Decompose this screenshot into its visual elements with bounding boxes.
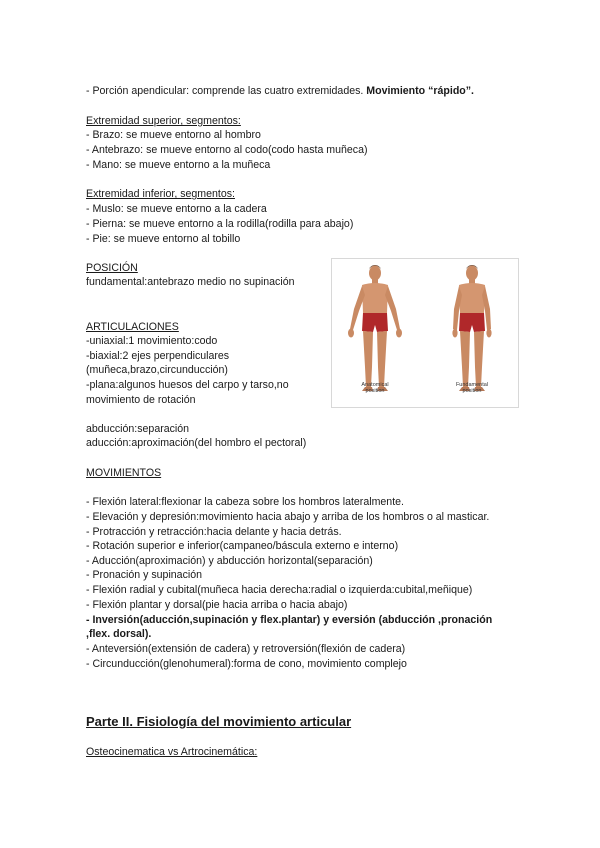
articulaciones-line: -plana:algunos huesos del carpo y tarso,no <box>86 379 289 391</box>
anatomical-figure <box>348 265 402 391</box>
inferior-item: - Pierna: se mueve entorno a la rodilla(rodilla para abajo) <box>86 218 354 230</box>
section-subtitle: Osteocinematica vs Artrocinemática: <box>86 746 258 758</box>
intro-line <box>86 84 474 98</box>
caption-line: Fundamental <box>455 382 489 388</box>
movimiento-item: - Aducción(aproximación) y abducción horizontal(separación) <box>86 555 373 567</box>
movimiento-item-bold: - Inversión(aducción,supinación y flex.plantar) y eversión (abducción ,pronación <box>86 614 493 626</box>
articulaciones-line: -biaxial:2 ejes perpendiculares <box>86 350 230 362</box>
articulaciones-line: movimiento de rotación <box>86 394 196 406</box>
posicion-text: fundamental:antebrazo medio no supinación <box>86 276 295 288</box>
articulaciones-line: (muñeca,brazo,circunducción) <box>86 364 228 376</box>
caption-anatomical <box>355 382 395 394</box>
caption-line: position <box>365 388 385 394</box>
movimiento-item: - Flexión radial y cubital(muñeca hacia derecha:radial o izquierda:cubital,meñique) <box>86 584 473 596</box>
intro-text: - Porción apendicular: comprende las cuatro extremidades. <box>86 85 367 97</box>
posicion-title: POSICIÓN <box>86 262 138 274</box>
section-heading: Parte II. Fisiología del movimiento articular <box>86 714 352 729</box>
movimiento-item: - Rotación superior e inferior(campaneo/báscula externo e interno) <box>86 540 399 552</box>
caption-line: Anatomical <box>361 382 389 388</box>
inferior-item: - Muslo: se mueve entorno a la cadera <box>86 203 267 215</box>
caption-fundamental <box>452 382 492 394</box>
superior-item: - Brazo: se mueve entorno al hombro <box>86 129 261 141</box>
superior-item: - Mano: se mueve entorno a la muñeca <box>86 159 271 171</box>
movimiento-item: - Pronación y supinación <box>86 569 203 581</box>
abduccion-line: aducción:aproximación(del hombro el pectoral) <box>86 437 307 449</box>
intro-bold: Movimiento “rápido”. <box>366 85 475 97</box>
inferior-title: Extremidad inferior, segmentos: <box>86 188 235 200</box>
articulaciones-line: -uniaxial:1 movimiento:codo <box>86 335 218 347</box>
movimiento-item: - Flexión plantar y dorsal(pie hacia arriba o hacia abajo) <box>86 599 348 611</box>
movimiento-item: - Elevación y depresión:movimiento hacia abajo y arriba de los hombros o al masticar. <box>86 511 490 523</box>
movimientos-title: MOVIMIENTOS <box>86 467 162 479</box>
fundamental-figure <box>452 265 491 391</box>
movimiento-item: - Anteversión(extensión de cadera) y retroversión(flexión de cadera) <box>86 643 406 655</box>
movimiento-item: - Protracción y retracción:hacia delante y hacia detrás. <box>86 526 342 538</box>
movimiento-item-bold: ,flex. dorsal). <box>86 628 152 640</box>
inferior-item: - Pie: se mueve entorno al tobillo <box>86 233 241 245</box>
articulaciones-title: ARTICULACIONES <box>86 321 179 333</box>
superior-title: Extremidad superior, segmentos: <box>86 115 241 127</box>
movimiento-item: - Flexión lateral:flexionar la cabeza sobre los hombros lateralmente. <box>86 496 404 508</box>
movimiento-item: - Circunducción(glenohumeral):forma de cono, movimiento complejo <box>86 658 407 670</box>
abduccion-line: abducción:separación <box>86 423 190 435</box>
anatomy-figure <box>331 258 519 408</box>
superior-item: - Antebrazo: se mueve entorno al codo(codo hasta muñeca) <box>86 144 368 156</box>
caption-line: position <box>462 388 482 394</box>
